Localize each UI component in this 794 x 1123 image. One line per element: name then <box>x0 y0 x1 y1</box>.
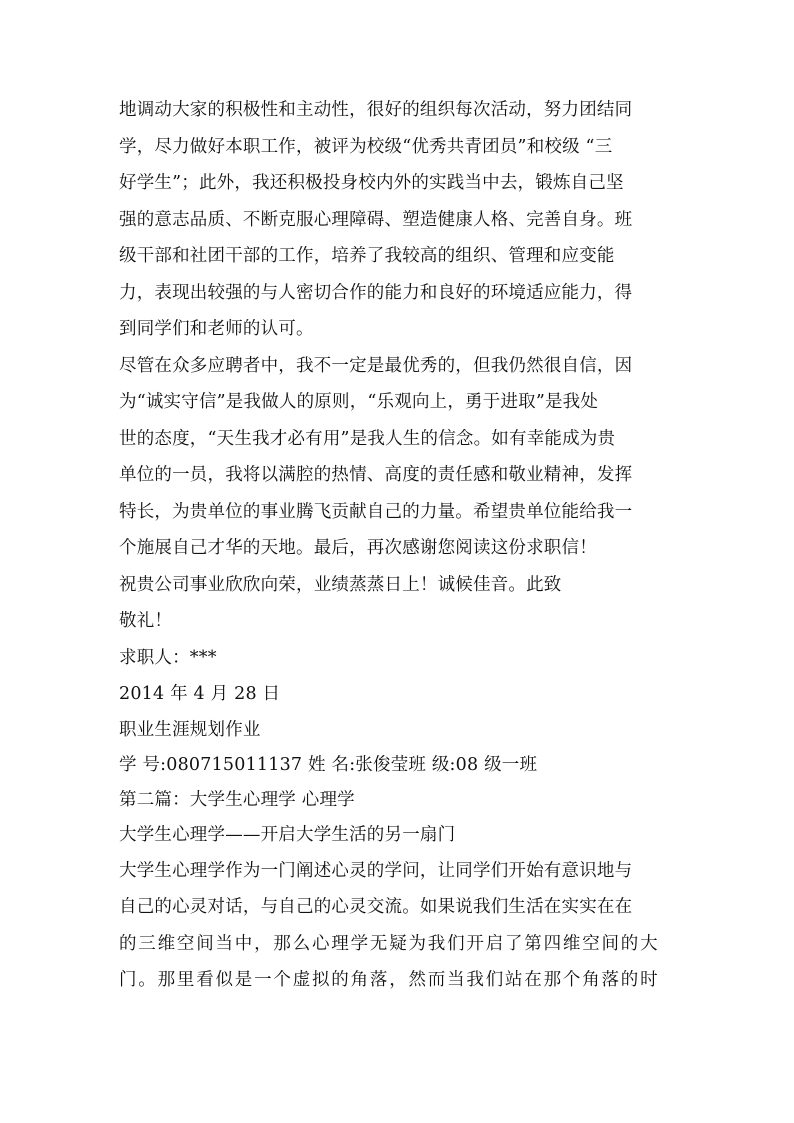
text-line: 为“诚实守信”是我做人的原则，“乐观向上，勇于进取”是我处 <box>119 392 599 412</box>
text-line: 力，表现出较强的与人密切合作的能力和良好的环境适应能力，得 <box>119 282 633 303</box>
text-line: 大学生心理学作为一门阐述心灵的学问，让同学们开始有意识地与 <box>119 860 633 881</box>
text-line: 的三维空间当中，那么心理学无疑为我们开启了第四维空间的大 <box>119 933 660 954</box>
text-line: 地调动大家的积极性和主动性，很好的组织每次活动，努力团结同 <box>119 100 633 120</box>
text-line: 好学生”；此外，我还积极投身校内外的实践当中去，锻炼自己坚 <box>119 173 624 193</box>
text-line: 级干部和社团干部的工作，培养了我较高的组织、管理和应变能 <box>119 246 615 266</box>
text-line: 单位的一员，我将以满腔的热情、高度的责任感和敬业精神，发挥 <box>119 465 633 485</box>
text-line: 强的意志品质、不断克服心理障碍、塑造健康人格、完善自身。班 <box>119 209 633 230</box>
closing-line: 祝贵公司事业欣欣向荣，业绩蒸蒸日上！诚候佳音。此致 <box>119 574 562 595</box>
article-title: 大学生心理学——开启大学生活的另一扇门 <box>119 824 456 845</box>
student-info-line: 学 号:080715011137 姓 名:张俊莹班 级:08 级一班 <box>119 754 538 775</box>
document-body <box>119 92 679 999</box>
text-line: 门。那里看似是一个虚拟的角落，然而当我们站在那个角落的时 <box>119 970 660 990</box>
text-line: 尽管在众多应聘者中，我不一定是最优秀的，但我仍然很自信，因 <box>119 355 633 376</box>
text-line: 学，尽力做好本职工作，被评为校级“优秀共青团员”和校级 “三 <box>119 136 613 157</box>
section-title: 职业生涯规划作业 <box>119 719 261 740</box>
applicant-line: 求职人：*** <box>119 647 217 668</box>
date-line: 2014 年 4 月 28 日 <box>119 684 281 704</box>
text-line: 个施展自己才华的天地。最后，再次感谢您阅读这份求职信！ <box>119 538 597 558</box>
salutation: 敬礼！ <box>119 611 173 631</box>
text-line: 到同学们和老师的认可。 <box>119 319 314 339</box>
text-line: 自己的心灵对话，与自己的心灵交流。如果说我们生活在实实在在 <box>119 897 633 917</box>
text-line: 特长，为贵单位的事业腾飞贡献自己的力量。希望贵单位能给我一 <box>119 501 633 522</box>
chapter-heading: 第二篇：大学生心理学 心理学 <box>119 789 355 810</box>
text-line: 世的态度，“天生我才必有用”是我人生的信念。如有幸能成为贵 <box>119 428 616 449</box>
